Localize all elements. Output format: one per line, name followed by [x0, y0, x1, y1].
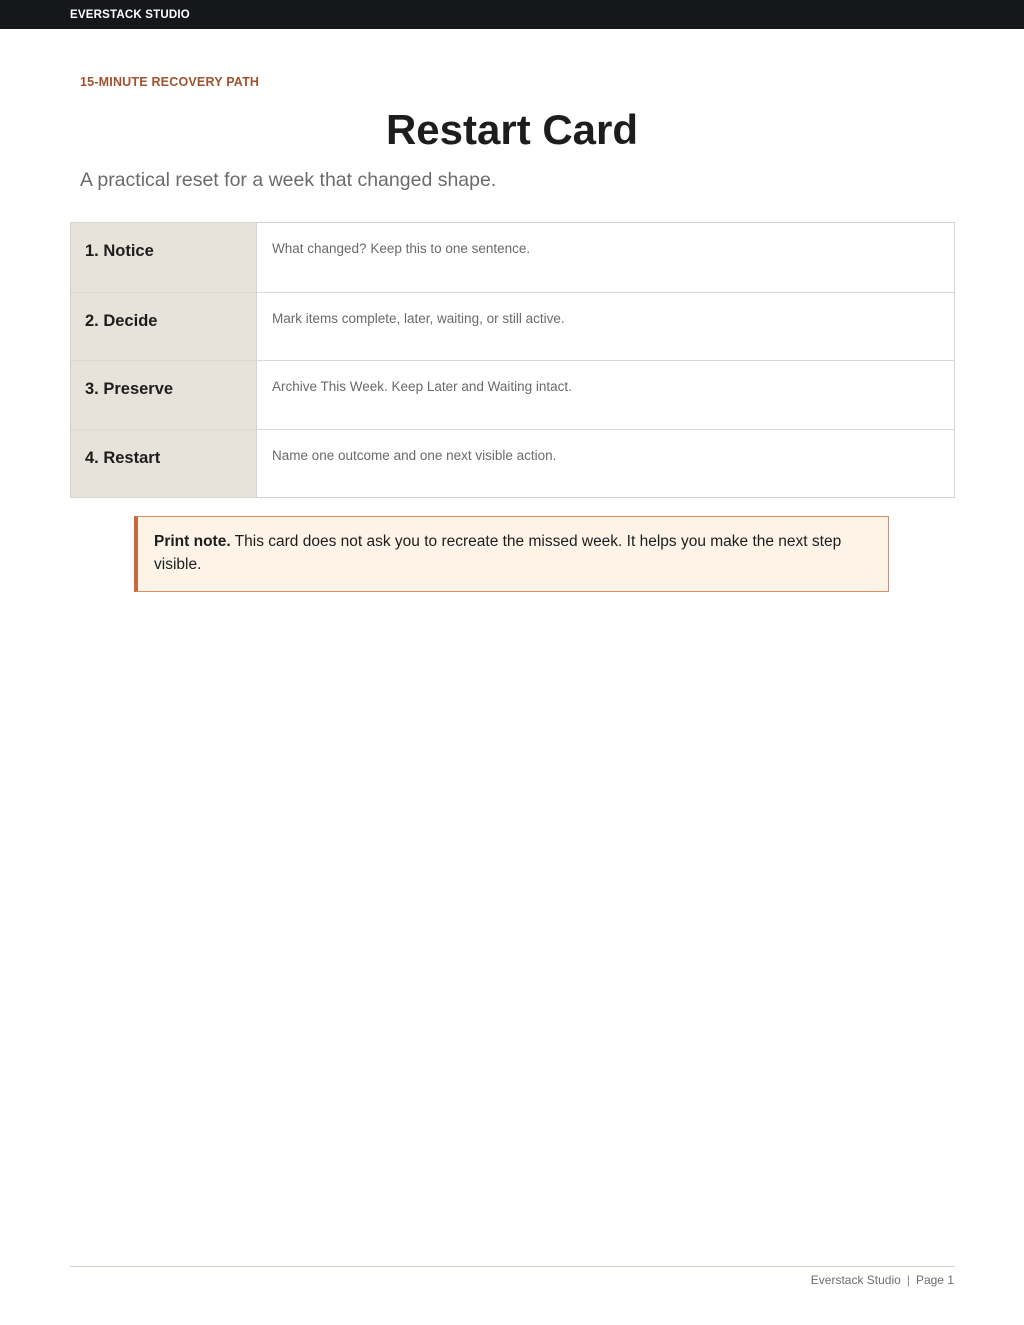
- step-description: Archive This Week. Keep Later and Waiting intact.: [257, 361, 954, 429]
- step-label: 1. Notice: [71, 223, 257, 292]
- page-title: Restart Card: [385, 106, 639, 153]
- step-description: Mark items complete, later, waiting, or still active.: [257, 293, 954, 361]
- print-note-label: Print note.: [154, 533, 231, 550]
- step-label: 4. Restart: [71, 430, 257, 498]
- footer-brand: Everstack Studio: [810, 1273, 901, 1287]
- step-description: Name one outcome and one next visible action.: [257, 430, 954, 498]
- steps-table: [70, 222, 955, 498]
- top-bar: [0, 0, 1024, 29]
- print-note-text: This card does not ask you to recreate the missed week. It helps you make the next step visible.: [154, 533, 842, 573]
- step-row-decide: [71, 292, 954, 361]
- brand-name: EVERSTACK STUDIO: [70, 9, 190, 21]
- step-label: 2. Decide: [71, 293, 257, 361]
- page-number: Page 1: [915, 1273, 954, 1287]
- step-label: 3. Preserve: [71, 361, 257, 429]
- step-row-notice: [71, 223, 954, 292]
- print-note-callout: [134, 516, 889, 592]
- page-subtitle: A practical reset for a week that changed shape.: [80, 169, 497, 191]
- step-description: What changed? Keep this to one sentence.: [257, 223, 954, 292]
- page-footer: [811, 1273, 954, 1287]
- footer-divider: [70, 1266, 955, 1267]
- step-row-restart: [71, 429, 954, 498]
- eyebrow-label: 15-MINUTE RECOVERY PATH: [80, 75, 260, 89]
- step-row-preserve: [71, 360, 954, 429]
- footer-separator: |: [906, 1273, 910, 1287]
